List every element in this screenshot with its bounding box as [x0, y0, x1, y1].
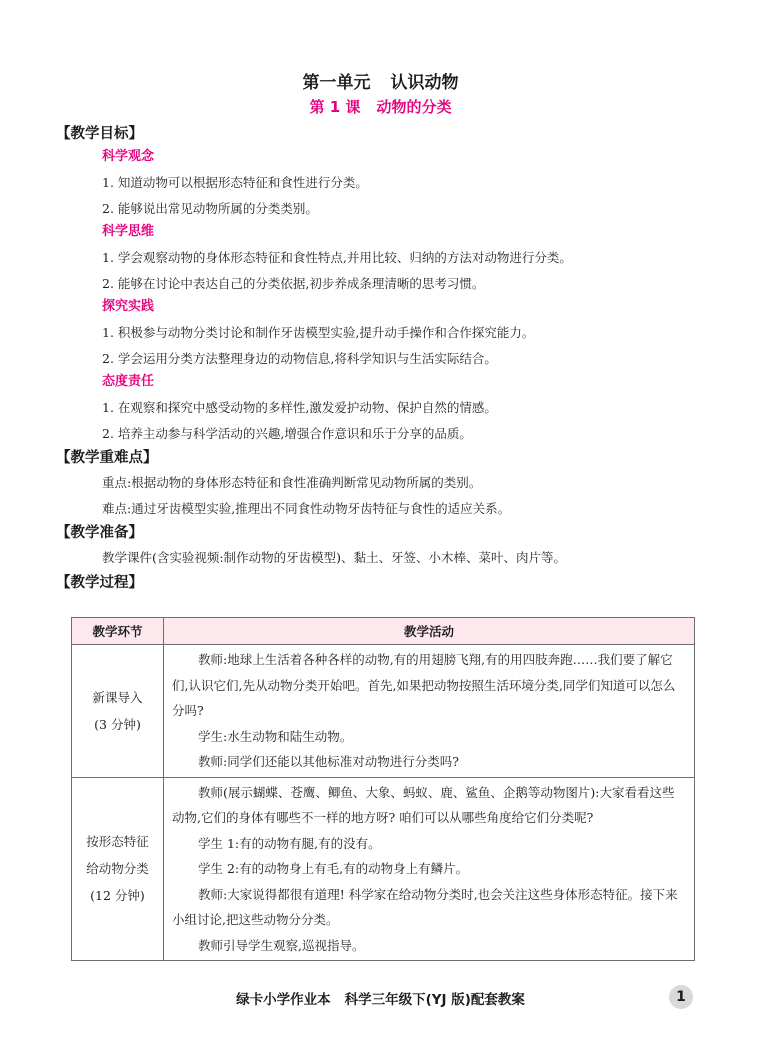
process-heading: 【教学过程】 — [56, 574, 143, 591]
activity-paragraph: 教师(展示蝴蝶、苍鹰、鲫鱼、大象、蚂蚁、鹿、鲨鱼、企鹅等动物图片):大家看看这些动物,它们的身体有哪些不一样的地方呀? 咱们可以从哪些角度给它们分类呢? — [172, 784, 675, 825]
lesson-plan-body — [56, 122, 702, 595]
activity-paragraph: 学生 2:有的动物身上有毛,有的动物身上有鳞片。 — [198, 861, 469, 876]
key-point-item: 难点:通过牙齿模型实验,推理出不同食性动物牙齿特征与食性的适应关系。 — [102, 500, 511, 516]
goal-item: 1. 在观察和探究中感受动物的多样性,激发爱护动物、保护自然的情感。 — [102, 400, 497, 415]
goals-heading: 【教学目标】 — [56, 126, 143, 142]
activity-paragraph: 教师:大家说得都很有道理! 科学家在给动物分类时,也会关注这些身体形态特征。接下来小组讨论,把这些动物分分类。 — [172, 886, 678, 927]
unit-name: 认识动物 — [390, 73, 459, 93]
activity-cell — [164, 777, 695, 961]
unit-title — [0, 68, 761, 93]
goal-item: 1. 学会观察动物的身体形态特征和食性特点,并用比较、归纳的方法对动物进行分类。 — [102, 250, 572, 265]
goal-group-title: 态度责任 — [102, 374, 155, 389]
goal-item: 2. 学会运用分类方法整理身边的动物信息,将科学知识与生活实际结合。 — [102, 350, 497, 366]
lesson-title — [0, 96, 761, 117]
key-points-heading: 【教学重难点】 — [56, 450, 158, 466]
stage-cell — [72, 645, 164, 778]
footer-subtitle: 科学三年级下(YJ 版)配套教案 — [344, 992, 525, 1008]
goal-group-title: 科学思维 — [102, 224, 155, 239]
activity-paragraph: 学生:水生动物和陆生动物。 — [198, 728, 353, 744]
prep-text: 教学课件(含实验视频:制作动物的牙齿模型)、黏土、牙签、小木棒、菜叶、肉片等。 — [102, 550, 566, 565]
page-footer — [0, 988, 761, 1008]
prep-heading: 【教学准备】 — [56, 525, 143, 541]
key-point-item: 重点:根据动物的身体形态特征和食性准确判断常见动物所属的类别。 — [102, 475, 482, 490]
lesson-label: 第 1 课 — [309, 98, 361, 116]
activity-cell — [164, 645, 695, 778]
goal-item: 2. 能够在讨论中表达自己的分类依据,初步养成条理清晰的思考习惯。 — [102, 275, 485, 291]
goal-item: 1. 知道动物可以根据形态特征和食性进行分类。 — [102, 175, 368, 190]
footer-book-title: 绿卡小学作业本 — [236, 992, 331, 1008]
goal-item: 2. 能够说出常见动物所属的分类类别。 — [102, 200, 318, 216]
table-row — [72, 777, 695, 961]
column-header-stage: 教学环节 — [72, 618, 164, 645]
stage-cell — [72, 777, 164, 961]
goal-item: 2. 培养主动参与科学活动的兴趣,增强合作意识和乐于分享的品质。 — [102, 425, 472, 441]
teaching-process-table — [71, 617, 695, 961]
goal-group-title: 科学观念 — [102, 149, 155, 164]
activity-paragraph: 教师:地球上生活着各种各样的动物,有的用翅膀飞翔,有的用四肢奔跑……我们要了解它们,认识它们,先从动物分类开始吧。首先,如果把动物按照生活环境分类,同学们知道可以怎么分吗? — [172, 652, 676, 718]
table-header-row — [72, 618, 695, 645]
page-number-badge: 1 — [669, 985, 693, 1009]
activity-paragraph: 教师:同学们还能以其他标准对动物进行分类吗? — [198, 754, 459, 769]
activity-paragraph: 学生 1:有的动物有腿,有的没有。 — [198, 835, 381, 851]
table-row — [72, 645, 695, 778]
goal-group-title: 探究实践 — [102, 299, 155, 314]
unit-label: 第一单元 — [302, 73, 371, 93]
stage-name: 给动物分类 — [86, 861, 149, 877]
stage-duration: (3 分钟) — [94, 716, 141, 732]
stage-name: 按形态特征 — [86, 834, 149, 850]
stage-name: 新课导入 — [92, 689, 143, 705]
goal-item: 1. 积极参与动物分类讨论和制作牙齿模型实验,提升动手操作和合作探究能力。 — [102, 325, 535, 340]
stage-duration: (12 分钟) — [90, 888, 145, 904]
column-header-activity: 教学活动 — [164, 618, 695, 645]
activity-paragraph: 教师引导学生观察,巡视指导。 — [198, 937, 365, 953]
lesson-name: 动物的分类 — [376, 98, 452, 116]
